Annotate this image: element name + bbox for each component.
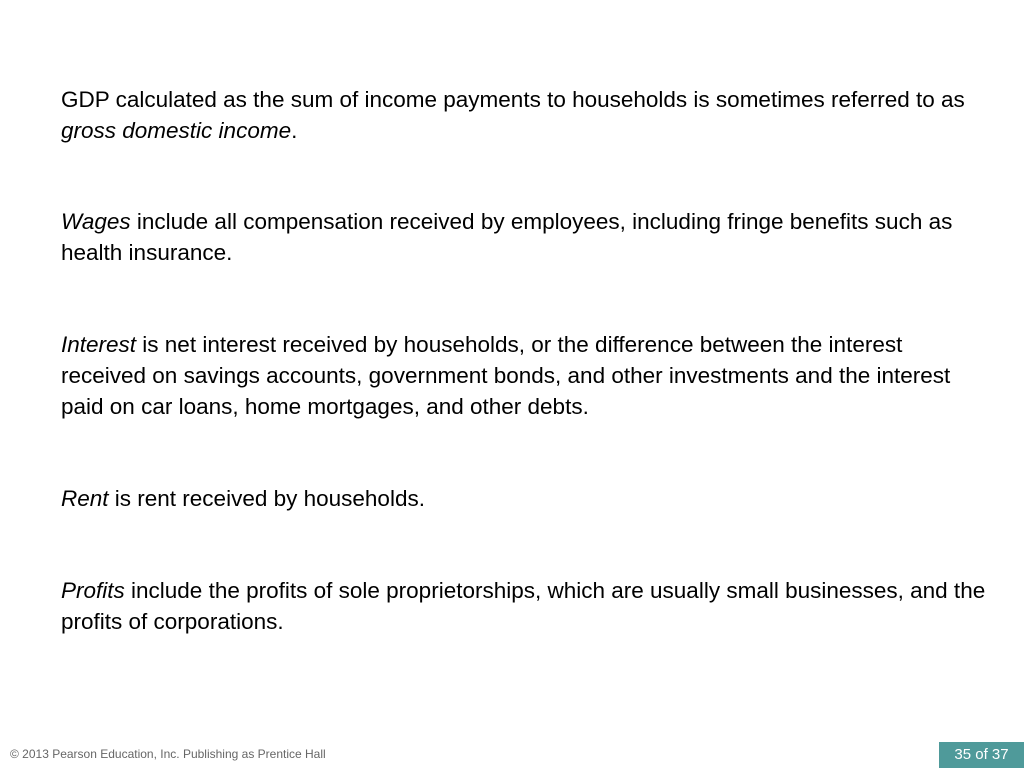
term-gross-domestic-income: gross domestic income bbox=[61, 118, 292, 143]
paragraph-text: is rent received by households. bbox=[108, 486, 425, 511]
paragraph-text: include the profits of sole proprietorships, which are usually small businesses, and the profits of corporations. bbox=[61, 578, 986, 634]
paragraph-text: is net interest received by households, or the difference between the interest received on savings accounts, government bonds, and other investments and the interest paid on car loans, home mortgages, and other debts. bbox=[61, 332, 951, 419]
paragraph-text: include all compensation received by employees, including fringe benefits such as health insurance. bbox=[61, 209, 953, 265]
paragraph-text: GDP calculated as the sum of income payments to households is sometimes referred to as bbox=[61, 87, 965, 112]
term-wages: Wages bbox=[61, 209, 131, 234]
page-number-badge: 35 of 37 bbox=[939, 742, 1024, 768]
term-interest: Interest bbox=[61, 332, 137, 357]
paragraph-end: . bbox=[291, 118, 298, 143]
paragraph-interest bbox=[61, 329, 991, 422]
term-rent: Rent bbox=[61, 486, 109, 511]
term-profits: Profits bbox=[61, 578, 125, 603]
copyright-footer: © 2013 Pearson Education, Inc. Publishing as Prentice Hall bbox=[10, 747, 326, 761]
paragraph-rent bbox=[61, 483, 991, 514]
paragraph-profits bbox=[61, 575, 991, 637]
paragraph-wages bbox=[61, 206, 991, 268]
paragraph-gross-domestic-income bbox=[61, 84, 991, 146]
